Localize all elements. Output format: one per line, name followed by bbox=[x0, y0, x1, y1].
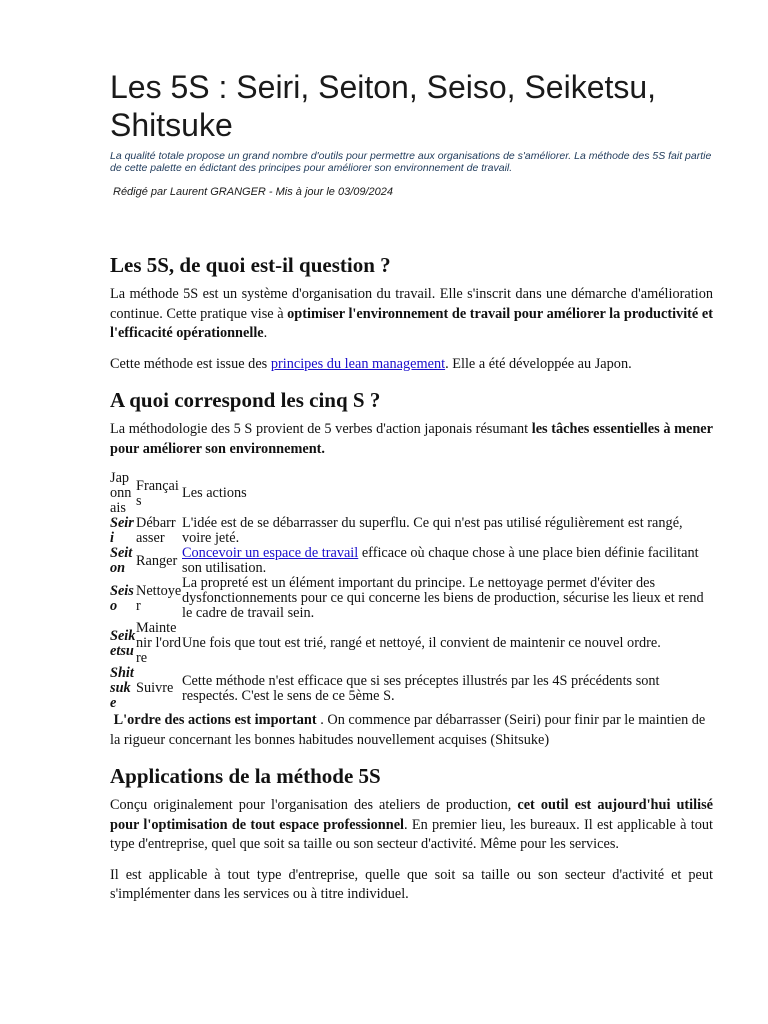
table-cell-action: Cette méthode n'est efficace que si ses préceptes illustrés par les 4S précédents sont respectés. C'est le sens de ce 5ème S. bbox=[182, 672, 660, 704]
paragraph-bold: cet outil est aujourd'hui utilisé pour l'optimisation de tout espace professionnel bbox=[110, 797, 713, 833]
paragraph-text: Cette méthode est issue des bbox=[110, 355, 271, 372]
paragraph-origin bbox=[110, 355, 713, 375]
table-cell-french: Nettoyer bbox=[136, 582, 182, 614]
paragraph-applications bbox=[110, 796, 713, 855]
paragraph-order bbox=[110, 711, 713, 750]
five-s-table bbox=[110, 471, 713, 711]
section-heading-five-s: A quoi correspond les cinq S ? bbox=[110, 388, 381, 412]
section-heading-what: Les 5S, de quoi est-il question ? bbox=[110, 253, 391, 277]
table-row bbox=[110, 576, 713, 621]
paragraph-bold: L'ordre des actions est important bbox=[113, 712, 317, 728]
article-intro: La qualité totale propose un grand nombre d'outils pour permettre aux organisations de s'améliorer. La méthode des 5S fait partie de cette palette en édictant des principes pour améliorer son environnement de travail. bbox=[110, 150, 712, 174]
article-byline: Rédigé par Laurent GRANGER - Mis à jour le 03/09/2024 bbox=[113, 186, 394, 198]
table-cell-french: Débarrasser bbox=[136, 515, 176, 546]
paragraph-definition bbox=[110, 285, 713, 344]
table-header-cell: Français bbox=[136, 477, 179, 509]
table-row bbox=[110, 546, 713, 576]
table-row bbox=[110, 666, 713, 711]
table-row bbox=[110, 516, 713, 546]
page-title: Les 5S : Seiri, Seiton, Seiso, Seiketsu, Shitsuke bbox=[110, 69, 657, 143]
table-cell-action: Une fois que tout est trié, rangé et nettoyé, il convient de maintenir ce nouvel ordre. bbox=[182, 635, 661, 651]
table-cell-action: L'idée est de se débarrasser du superflu. Ce qui n'est pas utilisé régulièrement est rangé, voire jeté. bbox=[182, 515, 683, 546]
workspace-design-link[interactable]: Concevoir un espace de travail bbox=[182, 545, 359, 561]
paragraph-text: La méthode 5S est un système d'organisation du travail. Elle s'inscrit dans une démarche d'amélioration continue. Cette pratique vise à bbox=[110, 286, 713, 322]
paragraph-scope: Il est applicable à tout type d'entreprise, quelle que soit sa taille ou son secteur d'activité et peut s'implémenter dans les services ou à titre individuel. bbox=[110, 866, 713, 902]
table-cell-japanese: Shitsuke bbox=[110, 665, 134, 711]
paragraph-text: La méthodologie des 5 S provient de 5 verbes d'action japonais résumant bbox=[110, 421, 532, 437]
table-cell-french: Suivre bbox=[136, 680, 174, 696]
paragraph-text: . Elle a été développée au Japon. bbox=[445, 355, 632, 372]
paragraph-text: . bbox=[263, 325, 268, 341]
table-row bbox=[110, 621, 713, 666]
paragraph-bold: les tâches essentielles à mener pour améliorer son environnement. bbox=[110, 421, 713, 457]
table-cell-french: Ranger bbox=[136, 552, 178, 569]
section-heading-applications: Applications de la méthode 5S bbox=[110, 764, 381, 788]
article bbox=[110, 68, 713, 905]
table-cell-action bbox=[182, 546, 713, 576]
table-cell-japanese: Seiketsu bbox=[110, 627, 136, 659]
lean-management-link[interactable]: principes du lean management bbox=[270, 355, 446, 372]
table-cell-japanese: Seiton bbox=[110, 545, 133, 576]
table-header-cell: Les actions bbox=[182, 485, 247, 501]
paragraph-text: . En premier lieu, les bureaux. Il est applicable à tout type d'entreprise, quel que soit sa taille ou son secteur d'activité. Même pour les services. bbox=[110, 816, 713, 852]
table-header-row bbox=[110, 471, 713, 516]
table-cell-action: La propreté est un élément important du principe. Le nettoyage permet d'éviter des dysfonctionnements pour ce qui concerne les biens de production, sécurise les lieux et rend le cadre de travail sein. bbox=[182, 575, 704, 621]
table-cell-japanese: Seiri bbox=[110, 515, 134, 546]
paragraph-text: . On commence par débarrasser (Seiri) pour finir par le maintien de la rigueur concernant les bonnes habitudes nouvellement acquises (Shitsuke) bbox=[110, 712, 706, 748]
table-cell-text: efficace où chaque chose à une place bien définie facilitant son utilisation. bbox=[182, 545, 699, 576]
table-cell-japanese: Seiso bbox=[110, 582, 134, 614]
paragraph-text: Conçu originalement pour l'organisation des ateliers de production, bbox=[110, 797, 518, 813]
paragraph-methodology bbox=[110, 420, 713, 459]
table-header-cell: Japonnais bbox=[110, 470, 132, 516]
table-cell-french: Maintenir l'ordre bbox=[136, 620, 182, 666]
paragraph-bold: optimiser l'environnement de travail pour améliorer la productivité et l'efficacité opérationnelle bbox=[110, 305, 713, 341]
